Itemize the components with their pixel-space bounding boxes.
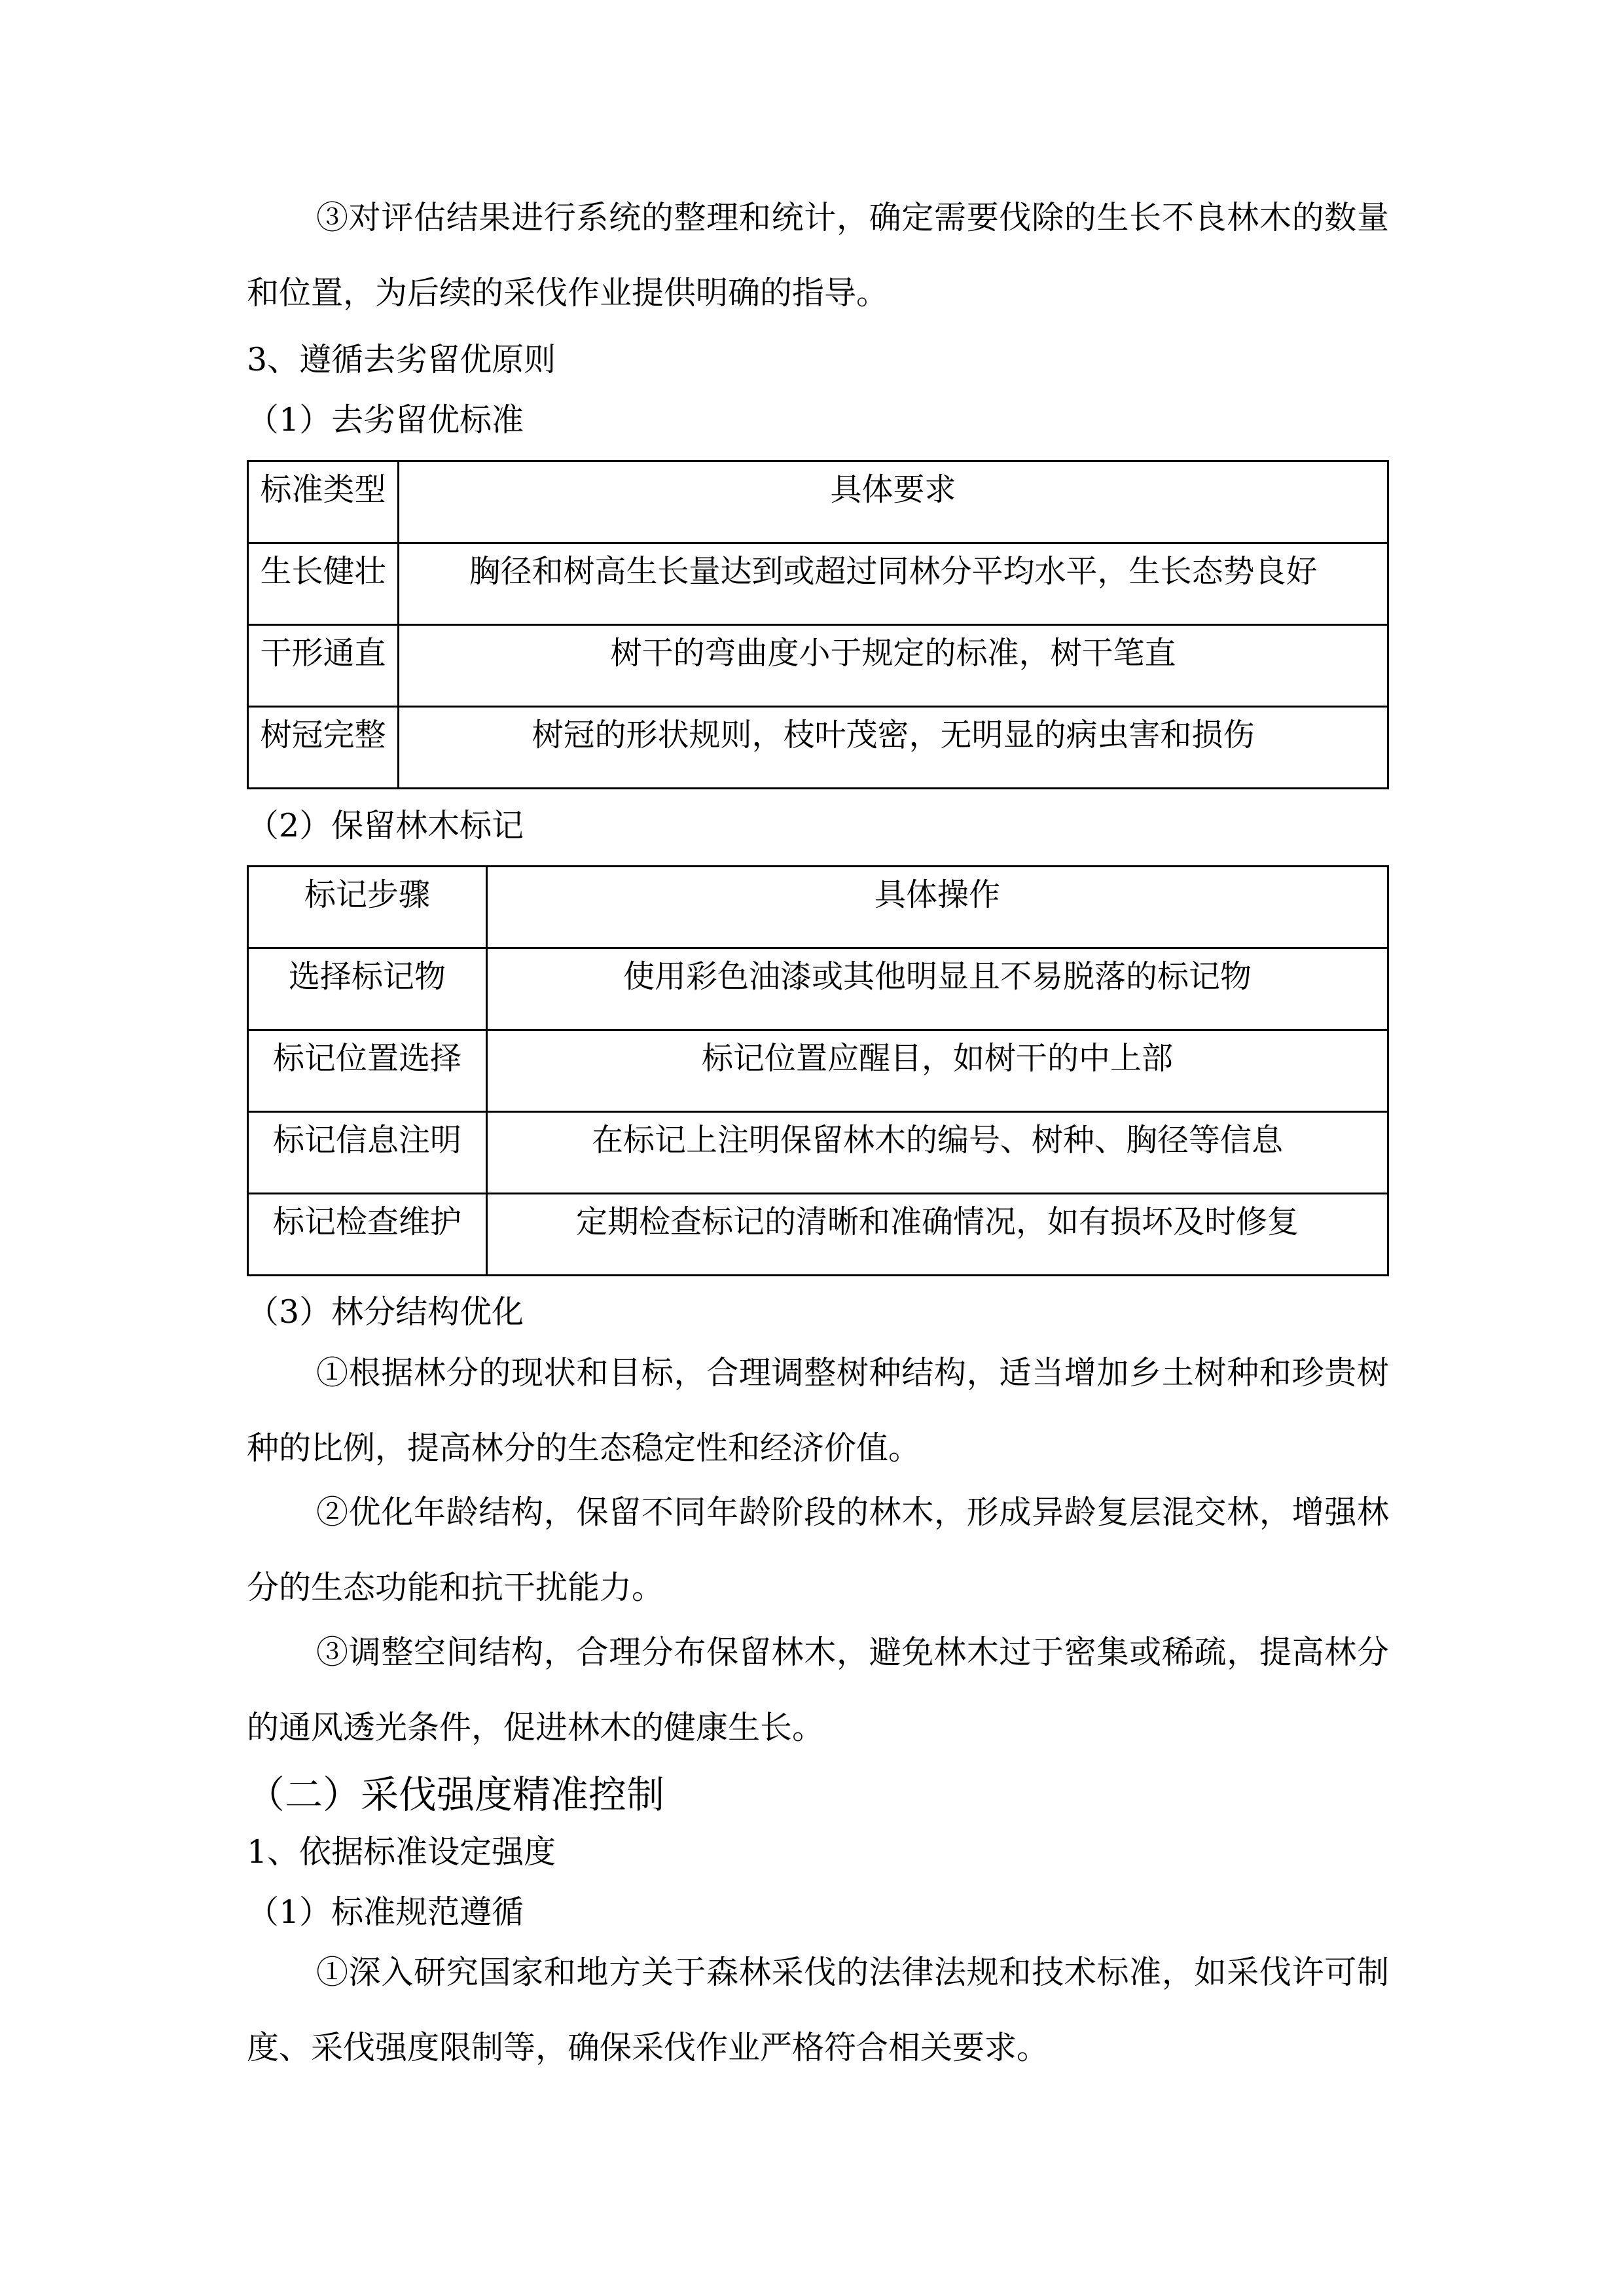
table-header-cell: 具体操作 bbox=[487, 867, 1388, 948]
table-cell: 胸径和树高生长量达到或超过同林分平均水平，生长态势良好 bbox=[399, 543, 1388, 625]
table-row bbox=[248, 543, 1388, 625]
paragraph-regulations: ①深入研究国家和地方关于森林采伐的法律法规和技术标准，如采伐许可制度、采伐强度限制等，确保采伐作业严格符合相关要求。 bbox=[247, 1954, 1389, 2066]
paragraph-species-structure: ①根据林分的现状和目标，合理调整树种结构，适当增加乡土树种和珍贵树种的比例，提高林分的生态稳定性和经济价值。 bbox=[247, 1354, 1389, 1467]
table-cell: 干形通直 bbox=[248, 625, 399, 707]
table-cell: 定期检查标记的清晰和准确情况，如有损坏及时修复 bbox=[487, 1194, 1388, 1276]
table-row bbox=[248, 1194, 1388, 1276]
section-heading-3: 3、遵循去劣留优原则 bbox=[247, 341, 556, 378]
table-cell: 标记检查维护 bbox=[248, 1194, 487, 1276]
subsection-heading-marking: （2）保留林木标记 bbox=[247, 807, 524, 844]
table-header-row bbox=[248, 461, 1388, 543]
table-row bbox=[248, 1030, 1388, 1112]
paragraph-spatial-structure: ③调整空间结构，合理分布保留林木，避免林木过于密集或稀疏，提高林分的通风透光条件，促进林木的健康生长。 bbox=[247, 1634, 1389, 1746]
table-header-cell: 具体要求 bbox=[399, 461, 1388, 543]
subsection-heading-norms: （1）标准规范遵循 bbox=[247, 1893, 524, 1931]
table-row bbox=[248, 948, 1388, 1030]
table-cell: 生长健壮 bbox=[248, 543, 399, 625]
paragraph-age-structure: ②优化年龄结构，保留不同年龄阶段的林木，形成异龄复层混交林，增强林分的生态功能和抗干扰能力。 bbox=[247, 1494, 1389, 1606]
standards-table bbox=[247, 460, 1389, 789]
table-row bbox=[248, 1112, 1388, 1194]
table-cell: 标记位置选择 bbox=[248, 1030, 487, 1112]
table-cell: 标记信息注明 bbox=[248, 1112, 487, 1194]
table-row bbox=[248, 625, 1388, 707]
table-cell: 使用彩色油漆或其他明显且不易脱落的标记物 bbox=[487, 948, 1388, 1030]
paragraph-evaluation-summary: ③对评估结果进行系统的整理和统计，确定需要伐除的生长不良林木的数量和位置，为后续的采伐作业提供明确的指导。 bbox=[247, 199, 1389, 312]
section-heading-1: 1、依据标准设定强度 bbox=[247, 1833, 556, 1871]
table-cell: 树冠完整 bbox=[248, 707, 399, 789]
subsection-heading-structure: （3）林分结构优化 bbox=[247, 1293, 524, 1331]
table-header-row bbox=[248, 867, 1388, 948]
chapter-heading-harvest-intensity: （二）采伐强度精准控制 bbox=[247, 1772, 665, 1817]
table-header-cell: 标记步骤 bbox=[248, 867, 487, 948]
table-cell: 树冠的形状规则，枝叶茂密，无明显的病虫害和损伤 bbox=[399, 707, 1388, 789]
table-cell: 在标记上注明保留林木的编号、树种、胸径等信息 bbox=[487, 1112, 1388, 1194]
table-cell: 树干的弯曲度小于规定的标准，树干笔直 bbox=[399, 625, 1388, 707]
subsection-heading-standards: （1）去劣留优标准 bbox=[247, 401, 524, 439]
marking-table bbox=[247, 865, 1389, 1276]
table-cell: 标记位置应醒目，如树干的中上部 bbox=[487, 1030, 1388, 1112]
table-row bbox=[248, 707, 1388, 789]
table-header-cell: 标准类型 bbox=[248, 461, 399, 543]
table-cell: 选择标记物 bbox=[248, 948, 487, 1030]
